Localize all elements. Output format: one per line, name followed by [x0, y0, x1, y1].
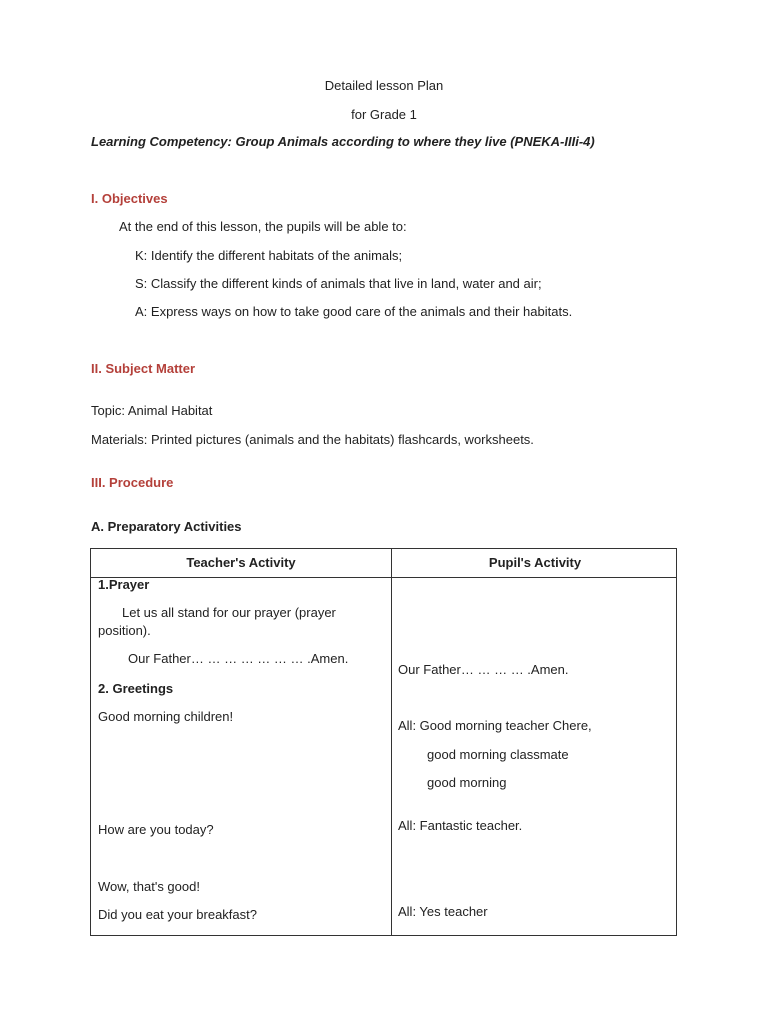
- teacher-breakfast: Did you eat your breakfast?: [98, 907, 257, 922]
- materials: Materials: Printed pictures (animals and the habitats) flashcards, worksheets.: [91, 432, 534, 447]
- prayer-label: 1.Prayer: [98, 577, 150, 592]
- pupil-our-father: Our Father… … … … .Amen.: [398, 662, 569, 677]
- table-column-divider: [391, 549, 392, 935]
- topic: Topic: Animal Habitat: [91, 403, 213, 418]
- greetings-label: 2. Greetings: [98, 681, 174, 696]
- teacher-our-father: Our Father… … … … … … … .Amen.: [128, 651, 349, 666]
- teacher-wow: Wow, that's good!: [98, 879, 200, 894]
- preparatory-activities-heading: A. Preparatory Activities: [91, 519, 242, 534]
- pupil-yes: All: Yes teacher: [398, 904, 488, 919]
- document-grade: for Grade 1: [351, 107, 417, 122]
- objective-attitude: A: Express ways on how to take good care of the animals and their habitats.: [135, 304, 573, 319]
- pupil-greeting-line2: good morning classmate: [427, 747, 569, 762]
- pupil-greeting-line3: good morning: [427, 775, 507, 790]
- teacher-good-morning: Good morning children!: [98, 709, 234, 724]
- table-header-divider: [91, 577, 676, 578]
- procedure-heading: III. Procedure: [91, 475, 174, 490]
- document-title: Detailed lesson Plan: [324, 78, 444, 93]
- objectives-intro: At the end of this lesson, the pupils will be able to:: [119, 219, 407, 234]
- objective-skill: S: Classify the different kinds of animals that live in land, water and air;: [135, 276, 542, 291]
- learning-competency: Learning Competency: Group Animals according to where they live (PNEKA-IIIi-4): [91, 134, 595, 149]
- pupil-fantastic: All: Fantastic teacher.: [398, 818, 523, 833]
- objectives-heading: I. Objectives: [91, 191, 168, 206]
- pupil-activity-header: Pupil's Activity: [488, 555, 582, 570]
- teacher-prayer-line2: position).: [98, 623, 151, 638]
- pupil-greeting-line1: All: Good morning teacher Chere,: [398, 718, 592, 733]
- teacher-prayer-line1: Let us all stand for our prayer (prayer: [122, 605, 336, 620]
- teacher-how-are-you: How are you today?: [98, 822, 214, 837]
- teacher-activity-header: Teacher's Activity: [186, 555, 296, 570]
- subject-matter-heading: II. Subject Matter: [91, 361, 196, 376]
- objective-knowledge: K: Identify the different habitats of the animals;: [135, 248, 403, 263]
